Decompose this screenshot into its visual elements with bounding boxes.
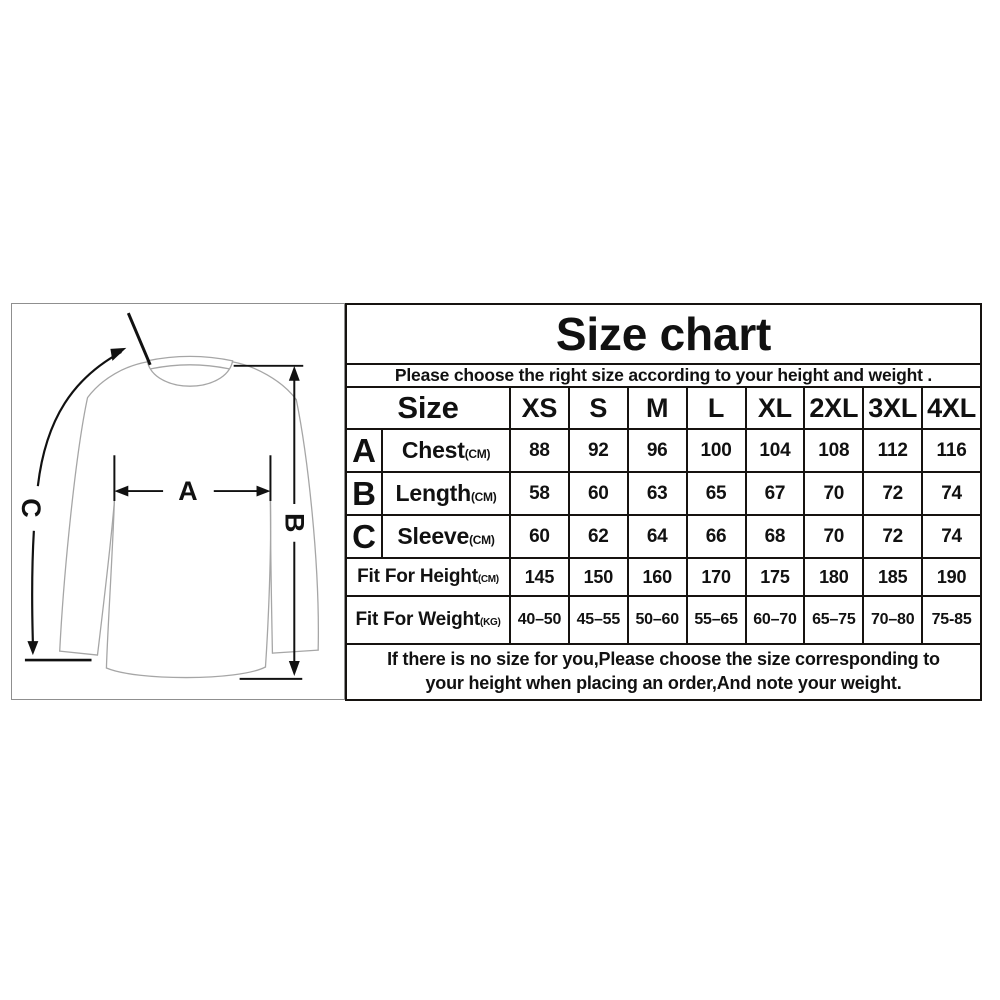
value-cell: 60–70 [746, 596, 805, 644]
chest-arrowhead-left [114, 486, 128, 497]
value-cell: 104 [746, 429, 805, 472]
row-unit: (CM) [469, 533, 495, 547]
sleeve-arrowhead-top [110, 348, 126, 361]
body-left-side [106, 501, 114, 668]
value-cell: 150 [569, 558, 628, 596]
value-cell: 40–50 [510, 596, 569, 644]
sleeve-arc-upper [38, 352, 121, 486]
sleeve-arc-lower [32, 531, 34, 642]
size-header-xl: XL [746, 387, 805, 429]
chest-arrowhead-right [257, 486, 271, 497]
size-chart-table [345, 303, 982, 701]
value-cell: 160 [628, 558, 687, 596]
fit-height-row [346, 558, 981, 596]
fit-label-text: Fit For Weight [355, 609, 481, 630]
collar-outline [147, 356, 232, 360]
size-header-l: L [687, 387, 746, 429]
size-header-row [346, 387, 981, 429]
size-chart-content [11, 303, 982, 701]
value-cell: 96 [628, 429, 687, 472]
fit-unit: (KG) [480, 617, 501, 628]
right-sleeve-inner [270, 501, 272, 653]
value-cell: 60 [510, 515, 569, 558]
label-c: C [15, 498, 46, 518]
size-chart-subtitle: Please choose the right size according to your height and weight . [346, 364, 981, 387]
value-cell: 74 [922, 472, 981, 515]
size-header-3xl: 3XL [863, 387, 922, 429]
footer-note-line1: If there is no size for you,Please choose the size corresponding to [387, 649, 940, 670]
fit-unit: (CM) [477, 574, 499, 585]
size-header-s: S [569, 387, 628, 429]
row-unit: (CM) [464, 447, 491, 461]
value-cell: 108 [804, 429, 863, 472]
value-cell: 65 [687, 472, 746, 515]
left-cuff [60, 651, 98, 655]
note-row [346, 644, 981, 700]
size-chart-title: Size chart [346, 304, 981, 364]
value-cell: 63 [628, 472, 687, 515]
body-right-side [265, 501, 270, 667]
length-arrowhead-top [289, 366, 300, 381]
title-row [346, 304, 981, 364]
fit-weight-row [346, 596, 981, 644]
value-cell: 175 [746, 558, 805, 596]
sleeve-arrowhead-bottom [27, 641, 38, 655]
footer-note-line2: your height when placing an order,And note your weight. [425, 673, 902, 693]
value-cell: 62 [569, 515, 628, 558]
value-cell: 116 [922, 429, 981, 472]
value-cell: 100 [687, 429, 746, 472]
value-cell: 58 [510, 472, 569, 515]
left-sleeve-inner [97, 501, 114, 655]
value-cell: 185 [863, 558, 922, 596]
value-cell: 70–80 [863, 596, 922, 644]
value-cell: 75-85 [922, 596, 981, 644]
value-cell: 68 [746, 515, 805, 558]
right-shoulder [233, 362, 297, 400]
size-header-4xl: 4XL [922, 387, 981, 429]
size-column-header: Size [346, 387, 510, 429]
row-label-text: Length [395, 480, 471, 506]
value-cell: 180 [804, 558, 863, 596]
footer-note [346, 644, 981, 700]
value-cell: 72 [863, 472, 922, 515]
chest-row [346, 429, 981, 472]
value-cell: 66 [687, 515, 746, 558]
size-header-xs: XS [510, 387, 569, 429]
value-cell: 145 [510, 558, 569, 596]
value-cell: 65–75 [804, 596, 863, 644]
value-cell: 92 [569, 429, 628, 472]
length-row [346, 472, 981, 515]
hem [106, 667, 265, 678]
row-letter: A [346, 429, 382, 472]
value-cell: 72 [863, 515, 922, 558]
value-cell: 112 [863, 429, 922, 472]
shirt-diagram [12, 304, 344, 699]
value-cell: 190 [922, 558, 981, 596]
row-letter: C [346, 515, 382, 558]
value-cell: 60 [569, 472, 628, 515]
value-cell: 170 [687, 558, 746, 596]
value-cell: 55–65 [687, 596, 746, 644]
label-a: A [178, 476, 198, 507]
value-cell: 74 [922, 515, 981, 558]
row-label [382, 429, 510, 472]
fit-weight-label [346, 596, 510, 644]
value-cell: 67 [746, 472, 805, 515]
value-cell: 70 [804, 515, 863, 558]
length-arrowhead-bottom [289, 661, 300, 676]
sleeve-row [346, 515, 981, 558]
row-unit: (CM) [470, 490, 497, 504]
row-label [382, 515, 510, 558]
subtitle-row [346, 364, 981, 387]
value-cell: 64 [628, 515, 687, 558]
value-cell: 50–60 [628, 596, 687, 644]
size-header-2xl: 2XL [804, 387, 863, 429]
fit-label-text: Fit For Height [357, 566, 478, 587]
value-cell: 88 [510, 429, 569, 472]
shirt-diagram-panel [11, 303, 345, 700]
fit-height-label [346, 558, 510, 596]
row-label-text: Sleeve [397, 523, 470, 549]
row-letter: B [346, 472, 382, 515]
value-cell: 45–55 [569, 596, 628, 644]
label-b: B [279, 513, 310, 533]
row-label-text: Chest [401, 437, 465, 463]
row-label [382, 472, 510, 515]
size-header-m: M [628, 387, 687, 429]
value-cell: 70 [804, 472, 863, 515]
collar-pointer-line [128, 313, 150, 365]
collar-inner-line [151, 365, 229, 369]
